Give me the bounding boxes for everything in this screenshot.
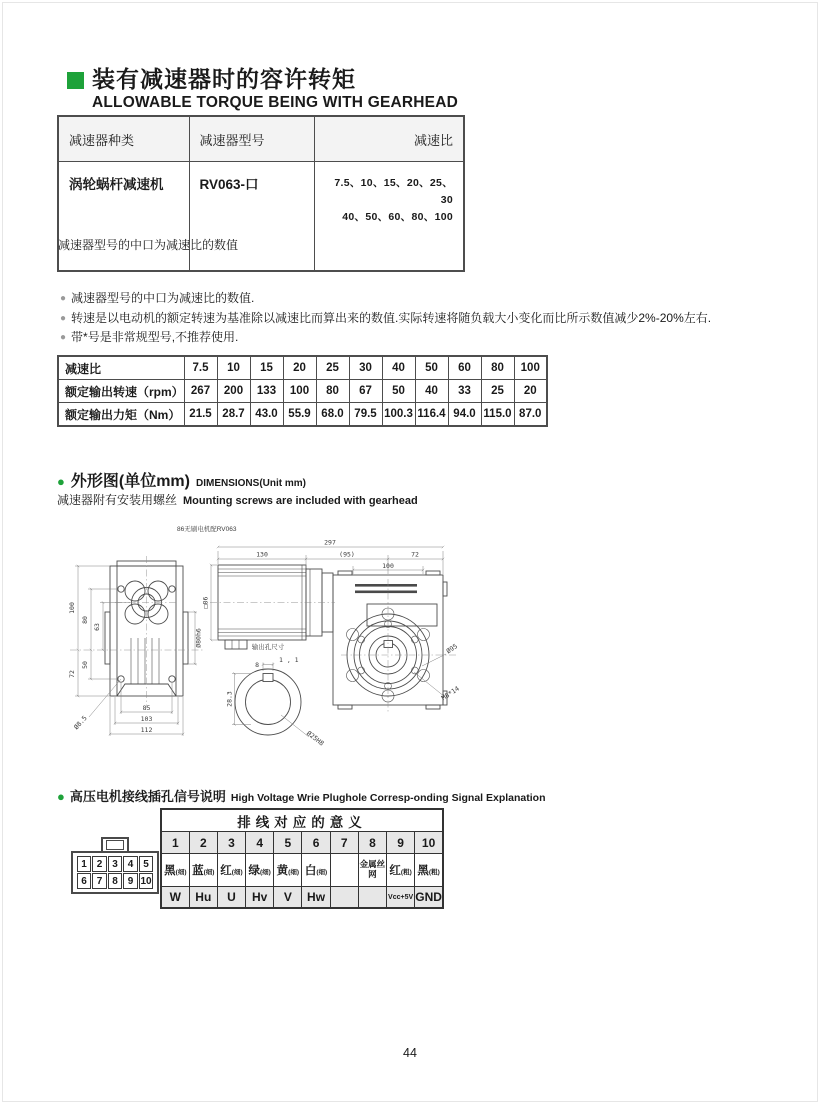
wire-color: 黄(细) — [274, 854, 302, 887]
ratio-cell: 25 — [316, 356, 349, 380]
dim-label: 100 — [68, 602, 76, 614]
dimensions-subtitle-cn: 减速器附有安装用螺丝 — [57, 493, 178, 507]
signal-function: Hw — [302, 887, 330, 909]
torque-cell: 116.4 — [415, 403, 448, 427]
dim-label: 103 — [140, 715, 153, 723]
torque-cell: 68.0 — [316, 403, 349, 427]
rpm-cell: 67 — [349, 380, 382, 403]
dim-label: 72 — [411, 550, 419, 559]
ratio-cell: 20 — [283, 356, 316, 380]
connector-pin: 3 — [108, 856, 123, 872]
torque-cell: 87.0 — [514, 403, 547, 427]
rpm-cell: 100 — [283, 380, 316, 403]
dim-label: 28.3 — [225, 691, 234, 707]
rpm-cell: 25 — [481, 380, 514, 403]
torque-cell: 55.9 — [283, 403, 316, 427]
pin-number: 2 — [189, 832, 217, 854]
vent-slots — [355, 584, 417, 593]
wire-color: 蓝(细) — [189, 854, 217, 887]
wire-color: 黑(粗) — [415, 854, 443, 887]
page-title: 装有减速器时的容许转矩 — [92, 66, 356, 92]
green-bullet-icon: ● — [57, 789, 65, 804]
dim-label: 85 — [142, 704, 151, 712]
torque-cell: 100.3 — [382, 403, 415, 427]
bullet-icon: ● — [60, 293, 67, 304]
section-header-torque — [67, 66, 458, 112]
rpm-cell: 50 — [382, 380, 415, 403]
rpm-cell: 40 — [415, 380, 448, 403]
connector-pin: 10 — [139, 873, 154, 889]
dim-label: (95) — [339, 550, 355, 559]
dim-label: Ø8.5 — [72, 714, 89, 732]
rpm-cell: 33 — [448, 380, 481, 403]
ratio-cell: 10 — [217, 356, 250, 380]
pin-number: 3 — [217, 832, 245, 854]
dimensions-subtitle — [57, 491, 418, 508]
side-view-motor-lines — [218, 565, 310, 649]
wire-color-row — [161, 854, 443, 887]
connector-tab — [101, 837, 129, 853]
col-header-model: 减速器型号 — [189, 116, 314, 162]
dim-label: 1 , 1 — [279, 656, 299, 664]
connector-pin: 2 — [92, 856, 107, 872]
notes-list — [60, 289, 711, 348]
section-header-dimensions — [57, 468, 306, 491]
connector-body — [71, 851, 159, 894]
note-item — [60, 289, 711, 309]
row-label: 额定输出力矩（Nm） — [58, 403, 184, 427]
signal-table — [160, 808, 444, 909]
note-item — [60, 328, 711, 348]
rpm-cell: 20 — [514, 380, 547, 403]
dimensions-title-en: DIMENSIONS(Unit mm) — [195, 478, 306, 489]
ratio-cell: 40 — [382, 356, 415, 380]
cell-gearhead-type: 涡轮蜗杆减速机 — [58, 162, 189, 272]
green-bullet-icon: ● — [57, 474, 65, 489]
signal-table-title: 排线对应的意义 — [161, 809, 443, 832]
page-title-en: ALLOWABLE TORQUE BEING WITH GEARHEAD — [92, 94, 458, 112]
drawing-title: 86无刷电机配RV063 — [177, 526, 237, 533]
ratio-cell: 80 — [481, 356, 514, 380]
signals-title-en: High Voltage Wrie Plughole Corresp-onding Signal Explanation — [230, 792, 546, 804]
signal-function — [330, 887, 358, 909]
signal-function: Vcc+5V — [387, 887, 415, 909]
pin-number: 6 — [302, 832, 330, 854]
ratio-performance-table — [57, 355, 548, 427]
dimension-drawing — [55, 516, 465, 768]
signal-function: Hv — [246, 887, 274, 909]
rpm-cell: 267 — [184, 380, 217, 403]
front-centerlines — [70, 556, 205, 708]
dim-label: Ø95 — [444, 642, 460, 656]
ratio-cell: 30 — [349, 356, 382, 380]
ratio-line: 40、50、60、80、100 — [342, 210, 453, 223]
row-label: 额定输出转速（rpm） — [58, 380, 184, 403]
signal-function — [358, 887, 386, 909]
connector-pin: 9 — [123, 873, 138, 889]
dim-label: 72 — [68, 670, 76, 678]
wire-color: 绿(细) — [246, 854, 274, 887]
connector-pin: 8 — [108, 873, 123, 889]
pin-number: 8 — [358, 832, 386, 854]
pin-number-row — [161, 832, 443, 854]
side-view-motor — [218, 565, 333, 649]
col-header-type: 减速器种类 — [58, 116, 189, 162]
signals-title-cn: 高压电机接线插孔信号说明 — [69, 789, 226, 804]
dim-label: Ø25H8 — [305, 729, 326, 748]
table-row-rpm — [58, 380, 547, 403]
ratio-cell: 100 — [514, 356, 547, 380]
table-row-torque — [58, 403, 547, 427]
connector-pin-row — [75, 856, 155, 872]
rpm-cell: 80 — [316, 380, 349, 403]
signal-function-row — [161, 887, 443, 909]
connector-pin: 5 — [139, 856, 154, 872]
note-text: 减速器型号的中口为减速比的数值. — [71, 291, 255, 305]
torque-cell: 43.0 — [250, 403, 283, 427]
pin-number: 10 — [415, 832, 443, 854]
table-header-row — [58, 116, 464, 162]
connector-tab-inner — [106, 840, 124, 850]
green-square-marker — [67, 72, 84, 89]
connector-pin: 7 — [92, 873, 107, 889]
wire-color: 黑(细) — [161, 854, 189, 887]
connector-plug-icon — [71, 837, 159, 894]
pin-number: 4 — [246, 832, 274, 854]
dim-label: 50 — [81, 661, 89, 669]
assembly-dimension-lines — [211, 547, 446, 697]
pin-number: 9 — [387, 832, 415, 854]
signal-function: Hu — [189, 887, 217, 909]
note-item — [60, 309, 711, 329]
connector-pin: 4 — [123, 856, 138, 872]
ratio-line: 7.5、10、15、20、25、30 — [334, 177, 453, 206]
pin-number: 1 — [161, 832, 189, 854]
connector-pin: 6 — [77, 873, 92, 889]
cell-gearhead-ratios — [314, 162, 464, 272]
wire-color: 金属丝网 — [358, 854, 386, 887]
wire-color: 白(细) — [302, 854, 330, 887]
table-footnote: 减速器型号的中口为减速比的数值 — [58, 238, 239, 252]
dimensions-subtitle-en: Mounting screws are included with gearhead — [183, 495, 418, 507]
bullet-icon: ● — [60, 332, 67, 343]
signal-function: W — [161, 887, 189, 909]
dim-label: 8 — [255, 661, 259, 669]
cell-gearhead-model: RV063-口 — [189, 162, 314, 272]
signal-table-title-row — [161, 809, 443, 832]
dim-label: 112 — [140, 726, 153, 734]
bullet-icon: ● — [60, 312, 67, 324]
col-header-ratio: 减速比 — [314, 116, 464, 162]
wire-color — [330, 854, 358, 887]
row-label: 减速比 — [58, 356, 184, 380]
front-view-fins — [131, 638, 159, 684]
dim-label: □86 — [201, 596, 210, 609]
note-text: 转速是以电动机的额定转速为基准除以减速比而算出来的数值.实际转速将随负载大小变化而比所示数值减少2%-20%左右. — [71, 310, 712, 325]
table-row-ratio — [58, 356, 547, 380]
dim-label: 297 — [324, 538, 336, 547]
torque-cell: 21.5 — [184, 403, 217, 427]
section-header-signals — [57, 786, 546, 805]
output-hole-title: 输出孔尺寸 — [251, 644, 285, 651]
note-text: 带*号是非常规型号,不推荐使用. — [71, 330, 239, 344]
dim-label: 80 — [81, 616, 89, 624]
wire-color: 红(粗) — [387, 854, 415, 887]
ratio-cell: 60 — [448, 356, 481, 380]
pin-number: 5 — [274, 832, 302, 854]
dim-label: 100 — [382, 561, 394, 570]
dim-label: 130 — [256, 550, 268, 559]
rpm-cell: 133 — [250, 380, 283, 403]
pin-number: 7 — [330, 832, 358, 854]
dim-label: Ø80h6 — [194, 628, 203, 648]
signal-function: U — [217, 887, 245, 909]
torque-cell: 94.0 — [448, 403, 481, 427]
page-number: 44 — [403, 1046, 417, 1060]
table-row — [58, 162, 464, 272]
torque-cell: 115.0 — [481, 403, 514, 427]
signal-function: GND — [415, 887, 443, 909]
torque-cell: 79.5 — [349, 403, 382, 427]
connector-pin-row — [75, 873, 155, 889]
signal-function: V — [274, 887, 302, 909]
wire-color: 红(细) — [217, 854, 245, 887]
ratio-cell: 50 — [415, 356, 448, 380]
dim-label: 63 — [93, 623, 101, 631]
connector-pin: 1 — [77, 856, 92, 872]
dimensions-title-cn: 外形图(单位mm) — [70, 473, 190, 490]
ratio-cell: 15 — [250, 356, 283, 380]
dim-label: M8*14 — [440, 684, 461, 703]
output-hole-detail — [235, 669, 301, 735]
torque-cell: 28.7 — [217, 403, 250, 427]
rpm-cell: 200 — [217, 380, 250, 403]
ratio-cell: 7.5 — [184, 356, 217, 380]
